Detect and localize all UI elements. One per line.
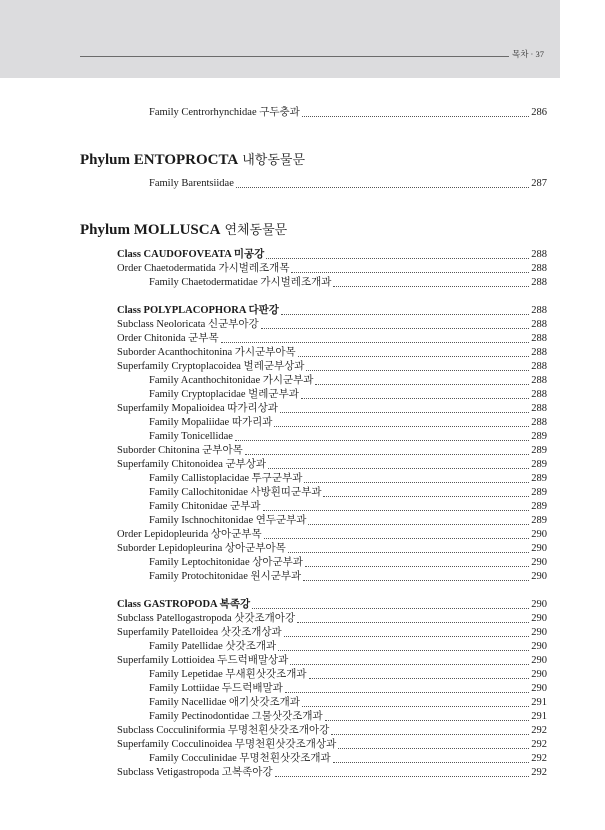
toc-entry <box>117 458 547 472</box>
toc-page: 292 <box>531 739 547 750</box>
toc-label: Family Chaetodermatidae 가시벌레조개과 <box>149 277 332 288</box>
dot-leader <box>274 426 529 427</box>
toc-page: 289 <box>531 487 547 498</box>
toc-entry <box>149 682 547 696</box>
toc-label: Family Tonicellidae <box>149 431 233 442</box>
toc-label: Suborder Chitonina 군부아목 <box>117 445 243 456</box>
toc-page: 288 <box>531 305 547 316</box>
toc-page: 288 <box>531 389 547 400</box>
toc-entry <box>117 248 547 262</box>
toc-page: 288 <box>531 319 547 330</box>
toc-entry <box>149 514 547 528</box>
toc-page: 288 <box>531 403 547 414</box>
toc-page: 288 <box>531 347 547 358</box>
dot-leader <box>302 706 529 707</box>
toc-entry <box>117 598 547 612</box>
toc-page: 288 <box>531 361 547 372</box>
toc-page: 290 <box>531 627 547 638</box>
toc-label: Superfamily Cryptoplacoidea 벌레군부상과 <box>117 361 305 372</box>
toc-label: Superfamily Lottioidea 두드럭배말상과 <box>117 655 289 666</box>
toc-label: Family Lepetidae 무새흰삿갓조개과 <box>149 669 307 680</box>
toc-entry <box>117 262 547 276</box>
dot-leader <box>309 678 530 679</box>
dot-leader <box>305 566 529 567</box>
dot-leader <box>263 510 530 511</box>
toc-entry <box>149 668 547 682</box>
toc-entry <box>149 640 547 654</box>
dot-leader <box>290 664 529 665</box>
toc-entry <box>117 766 547 780</box>
toc-label: Family Protochitonidae 원시군부과 <box>149 571 302 582</box>
toc-page: 292 <box>531 767 547 778</box>
dot-leader <box>308 524 529 525</box>
toc-entry <box>149 276 547 290</box>
toc-label: Family Acanthochitonidae 가시군부과 <box>149 375 314 386</box>
toc-entry <box>149 486 547 500</box>
running-header-page: 목차 · 37 <box>512 49 545 59</box>
toc-label: Family Mopaliidae 따가리과 <box>149 417 273 428</box>
toc-page: 289 <box>531 445 547 456</box>
toc-page: 288 <box>531 249 547 260</box>
dot-leader <box>301 398 529 399</box>
toc-page: 289 <box>531 473 547 484</box>
dot-leader <box>297 622 529 623</box>
dot-leader <box>264 538 530 539</box>
dot-leader <box>275 776 530 777</box>
phylum-name: Phylum ENTOPROCTA <box>80 152 239 168</box>
toc-page: 292 <box>531 753 547 764</box>
toc-label: Family Chitonidae 군부과 <box>149 501 261 512</box>
toc-label: Class GASTROPODA 복족강 <box>117 599 251 610</box>
toc-page: 288 <box>531 263 547 274</box>
toc-page: 290 <box>531 599 547 610</box>
toc-page: 290 <box>531 641 547 652</box>
toc-entry <box>149 696 547 710</box>
toc-label: Family Lottiidae 두드럭배말과 <box>149 683 283 694</box>
phylum-name: Phylum MOLLUSCA <box>80 222 221 238</box>
toc-page: 288 <box>531 277 547 288</box>
toc-page: 290 <box>531 613 547 624</box>
toc-page: 291 <box>531 697 547 708</box>
toc-page: 290 <box>531 571 547 582</box>
phylum-heading-entoprocta <box>80 149 305 169</box>
toc-entry <box>149 570 547 584</box>
toc-entry <box>117 724 547 738</box>
toc-label: Family Ischnochitonidae 연두군부과 <box>149 515 307 526</box>
toc-entry <box>117 304 547 318</box>
toc-label: Subclass Neoloricata 신군부아강 <box>117 319 259 330</box>
toc-entry <box>149 710 547 724</box>
toc-page: 292 <box>531 725 547 736</box>
dot-leader <box>278 650 529 651</box>
toc-label: Suborder Acanthochitonina 가시군부아목 <box>117 347 296 358</box>
toc-entry <box>117 360 547 374</box>
toc-label: Suborder Lepidopleurina 상아군부아목 <box>117 543 286 554</box>
toc-entry <box>149 556 547 570</box>
toc-label: Family Centrorhynchidae 구두충과 <box>149 107 300 118</box>
phylum-heading-mollusca <box>80 219 287 239</box>
dot-leader <box>261 328 530 329</box>
toc-label: Family Callochitonidae 사방흰띠군부과 <box>149 487 322 498</box>
toc-label: Family Cocculinidae 무명천흰삿갓조개과 <box>149 753 331 764</box>
dot-leader <box>323 496 529 497</box>
toc-page: 288 <box>531 375 547 386</box>
dot-leader <box>304 482 529 483</box>
toc-page: 289 <box>531 501 547 512</box>
dot-leader <box>325 720 530 721</box>
toc-entry <box>149 500 547 514</box>
header-band <box>0 0 560 78</box>
toc-label: Superfamily Mopalioidea 따가리상과 <box>117 403 278 414</box>
toc-entry <box>117 332 547 346</box>
toc-entry <box>117 444 547 458</box>
toc-label: Subclass Cocculiniformia 무명천흰삿갓조개아강 <box>117 725 330 736</box>
toc-entry <box>117 738 547 752</box>
toc-entry <box>149 472 547 486</box>
dot-leader <box>236 187 529 188</box>
toc-entry <box>117 654 547 668</box>
toc-entry <box>149 374 547 388</box>
dot-leader <box>280 412 529 413</box>
toc-entry <box>117 542 547 556</box>
toc-page: 289 <box>531 459 547 470</box>
toc-entry <box>149 177 547 191</box>
dot-leader <box>302 116 529 117</box>
toc-page: 290 <box>531 529 547 540</box>
toc-page: 288 <box>531 333 547 344</box>
dot-leader <box>235 440 529 441</box>
toc-entry <box>117 402 547 416</box>
toc-label: Family Nacellidae 애기삿갓조개과 <box>149 697 300 708</box>
toc-label: Subclass Vetigastropoda 고복족아강 <box>117 767 273 778</box>
toc-page: 290 <box>531 683 547 694</box>
dot-leader <box>284 636 530 637</box>
toc-page: 290 <box>531 543 547 554</box>
toc-page: 288 <box>531 417 547 428</box>
phylum-name-kr: 연체동물문 <box>224 222 288 237</box>
dot-leader <box>245 454 530 455</box>
toc-label: Family Callistoplacidae 투구군부과 <box>149 473 303 484</box>
toc-entry <box>117 528 547 542</box>
dot-leader <box>306 370 529 371</box>
toc-entry <box>149 388 547 402</box>
toc-label: Superfamily Chitonoidea 군부상과 <box>117 459 267 470</box>
dot-leader <box>331 734 529 735</box>
toc-page: 291 <box>531 711 547 722</box>
dot-leader <box>338 748 529 749</box>
dot-leader <box>315 384 529 385</box>
dot-leader <box>281 314 529 315</box>
toc-label: Class POLYPLACOPHORA 다판강 <box>117 305 279 316</box>
dot-leader <box>291 272 529 273</box>
dot-leader <box>333 286 529 287</box>
dot-leader <box>333 762 530 763</box>
toc-page: 287 <box>531 178 547 189</box>
dot-leader <box>221 342 530 343</box>
phylum-name-kr: 내항동물문 <box>242 152 306 167</box>
toc-entry <box>117 612 547 626</box>
toc-entry <box>117 318 547 332</box>
dot-leader <box>268 468 529 469</box>
toc-label: Family Pectinodontidae 그물삿갓조개과 <box>149 711 323 722</box>
toc-page: 289 <box>531 515 547 526</box>
toc-entry <box>117 626 547 640</box>
dot-leader <box>252 608 529 609</box>
toc-label: Class CAUDOFOVEATA 미공강 <box>117 249 265 260</box>
toc-label: Order Chaetodermatida 가시벌레조개목 <box>117 263 290 274</box>
page-edge <box>560 0 605 78</box>
toc-entry <box>149 752 547 766</box>
toc-entry <box>149 416 547 430</box>
dot-leader <box>288 552 530 553</box>
dot-leader <box>298 356 530 357</box>
toc-entry <box>117 346 547 360</box>
toc-label: Superfamily Patelloidea 삿갓조개상과 <box>117 627 282 638</box>
toc-label: Family Barentsiidae <box>149 178 234 189</box>
dot-leader <box>303 580 529 581</box>
toc-page: 286 <box>531 107 547 118</box>
toc-page: 290 <box>531 557 547 568</box>
toc-page: 289 <box>531 431 547 442</box>
toc-label: Family Cryptoplacidae 벌레군부과 <box>149 389 299 400</box>
dot-leader <box>285 692 529 693</box>
toc-entry <box>149 106 547 120</box>
toc-page: 290 <box>531 655 547 666</box>
toc-label: Family Leptochitonidae 상아군부과 <box>149 557 303 568</box>
toc-label: Family Patellidae 삿갓조개과 <box>149 641 277 652</box>
toc-label: Order Chitonida 군부목 <box>117 333 219 344</box>
header-rule <box>80 56 509 57</box>
toc-entry <box>149 430 547 444</box>
toc-page: 290 <box>531 669 547 680</box>
dot-leader <box>266 258 529 259</box>
toc-label: Superfamily Cocculinoidea 무명천흰삿갓조개상과 <box>117 739 337 750</box>
toc-label: Subclass Patellogastropoda 삿갓조개아강 <box>117 613 296 624</box>
toc-label: Order Lepidopleurida 상아군부목 <box>117 529 262 540</box>
